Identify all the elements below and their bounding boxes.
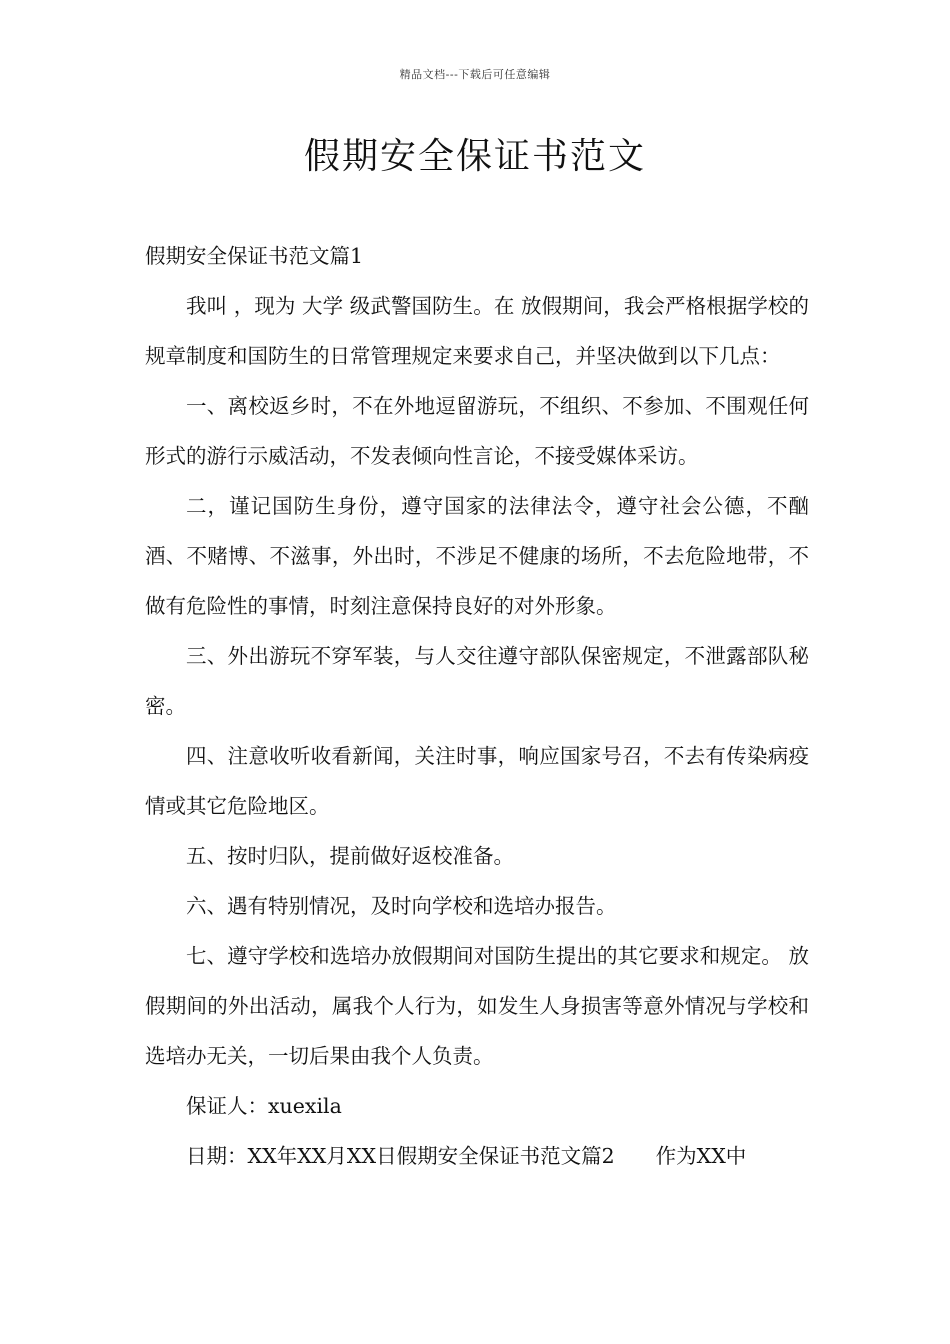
paragraph-item-7: 七、遵守学校和选培办放假期间对国防生提出的其它要求和规定。 放假期间的外出活动，属我个人行为，如发生人身损害等意外情况与学校和选培办无关，一切后果由我个人负责。 — [145, 944, 809, 1068]
header-note: 精品文档---下载后可任意编辑 — [399, 68, 551, 81]
guarantor-line: 保证人：xuexila — [186, 1094, 342, 1118]
document-title: 假期安全保证书范文 — [303, 136, 646, 177]
paragraph-item-3: 三、外出游玩不穿军装，与人交往遵守部队保密规定，不泄露部队秘密。 — [145, 644, 809, 718]
paragraph-item-5: 五、按时归队，提前做好返校准备。 — [186, 844, 514, 868]
paragraph-item-6: 六、遇有特别情况，及时向学校和选培办报告。 — [186, 894, 617, 918]
paragraph-intro: 我叫 ，现为 大学 级武警国防生。在 放假期间，我会严格根据学校的规章制度和国防生的日常管理规定来要求自己，并坚决做到以下几点： — [145, 294, 809, 368]
section-heading: 假期安全保证书范文篇1 — [145, 244, 364, 268]
paragraph-item-1: 一、离校返乡时，不在外地逗留游玩，不组织、不参加、不围观任何形式的游行示威活动，不发表倾向性言论，不接受媒体采访。 — [145, 394, 809, 468]
date-line: 日期：XX年XX月XX日假期安全保证书范文篇2 作为XX中 — [186, 1144, 747, 1168]
document-body — [145, 231, 809, 1181]
paragraph-item-4: 四、注意收听收看新闻，关注时事，响应国家号召，不去有传染病疫情或其它危险地区。 — [145, 744, 809, 818]
paragraph-item-2: 二，谨记国防生身份，遵守国家的法律法令，遵守社会公德，不酗酒、不赌博、不滋事，外出时，不涉足不健康的场所，不去危险地带，不做有危险性的事情，时刻注意保持良好的对外形象。 — [145, 494, 809, 618]
